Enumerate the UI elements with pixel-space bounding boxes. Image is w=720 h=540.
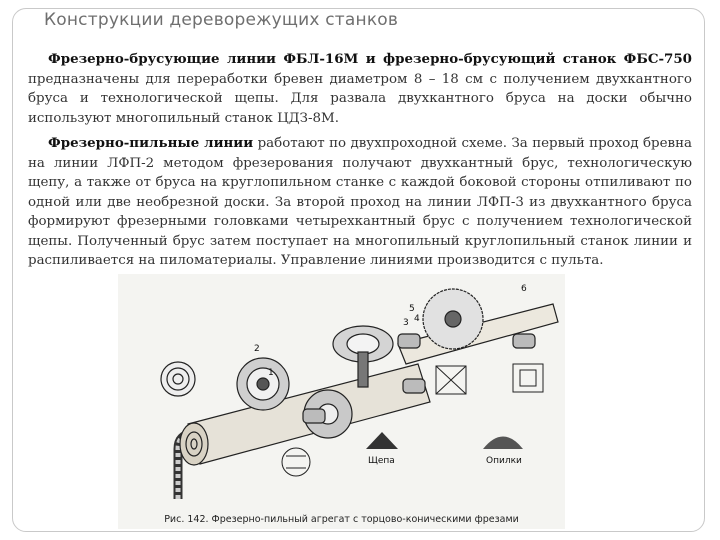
sawdust-pile — [483, 437, 523, 450]
figure-caption: Рис. 142. Фрезерно-пильный агрегат с торцово-коническими фрезами — [164, 514, 519, 525]
milling-head-1 — [237, 358, 289, 410]
para1-text: предназначены для переработки бревен диаметром 8 – 18 см с получением двухкантного бруса и технологической щепы. Для развала двухкантного бруса на доски обычно используют многопильный станок ЦДЗ-8М. — [28, 71, 692, 126]
para2-bold-lead: Фрезерно-пильные линии — [48, 135, 254, 151]
machine-illustration — [118, 274, 565, 529]
callout-6: 6 — [521, 284, 527, 294]
chips-label: Щепа — [368, 456, 395, 466]
para2-text: работают по двухпроходной схеме. За первый проход бревна на линии ЛФП-2 методом фрезерования получают двухкантный брус, технологическую щепу, а также от бруса на круглопильном станке с каждой боковой стороны отпиливают по одной или две необрезной доски. За второй проход на линии ЛФП-3 из двухкантного бруса формируют фрезерными головками четырехкантный брус с получением технологической щепы. Полученный брус затем поступает на многопильный круглопильный станок линии и распиливается на пиломатериалы. Управление линиями производится с пульта. — [28, 136, 692, 268]
paragraph-1 — [28, 50, 692, 128]
milling-saw-unit-figure — [118, 274, 565, 529]
paragraph-2 — [28, 134, 692, 271]
callout-3: 3 — [403, 318, 409, 328]
log-end-view — [161, 362, 195, 396]
para1-bold-lead: Фрезерно-брусующие линии ФБЛ-16М и фрезерно-брусующий станок ФБС-750 — [48, 51, 692, 67]
sawdust-label: Опилки — [486, 456, 522, 466]
callout-5: 5 — [409, 304, 415, 314]
callout-1: 1 — [268, 368, 274, 378]
callout-2: 2 — [254, 344, 260, 354]
callout-4: 4 — [414, 314, 420, 324]
circular-saw — [423, 289, 483, 349]
chips-pile — [366, 432, 398, 449]
slide-title: Конструкции дереворежущих станков — [44, 10, 399, 30]
body-text — [28, 50, 692, 277]
